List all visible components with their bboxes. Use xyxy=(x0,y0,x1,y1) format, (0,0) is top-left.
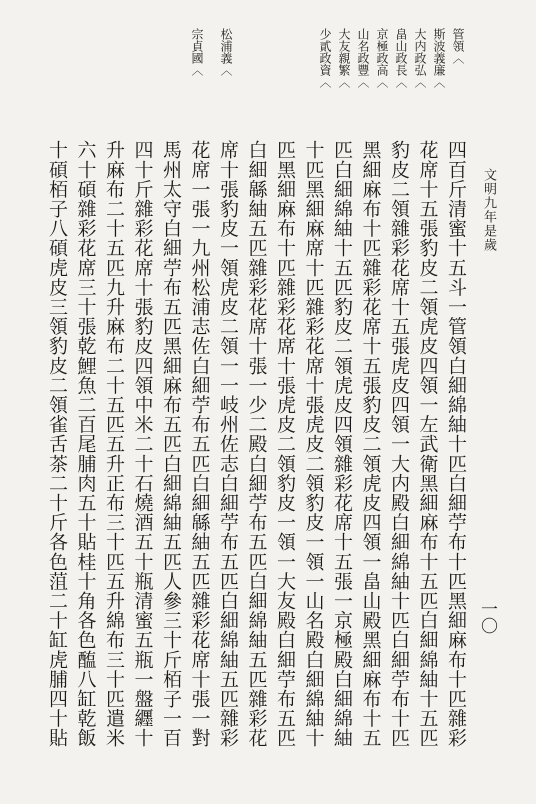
text-column: 白細緜紬五匹雜彩花席十張一少二殿白細苧布五匹白細綿紬五匹雜彩花 xyxy=(245,140,268,748)
marginal-note: 松浦義〈 xyxy=(219,28,233,76)
marginal-note: 大友親繁〈 xyxy=(337,28,351,88)
text-column: 十碩栢子八碩虎皮三領豹皮二領雀舌茶二十斤各色菹二十缸虎脯四十貼 xyxy=(46,140,68,748)
text-column: 匹白細綿紬十五匹豹皮二領虎皮四領雜彩花席十五張一京極殿白細綿紬 xyxy=(331,140,353,748)
text-column: 六十碩雜彩花席三十張乾鯉魚二百尾脯肉五十貼桂十角各色醢八缸乾飯 xyxy=(74,140,97,748)
marginal-notes xyxy=(140,28,470,128)
marginal-note: 大内政弘〈 xyxy=(413,28,427,88)
text-column: 馬州太守白細苧布五匹黑細麻布五匹白細綿紬五匹人參三十斤栢子一百 xyxy=(160,140,182,748)
text-column: 黑細麻布十匹雜彩花席十五張豹皮二領虎皮四領一畠山殿黑細麻布十五 xyxy=(359,140,382,748)
marginal-note: 山名政豐〈 xyxy=(356,28,370,88)
marginal-note: 少貳政資〈 xyxy=(318,28,332,88)
text-column: 花席一張一九州松浦志佐白細苧布五匹白細緜紬五匹雜彩花席十張一對 xyxy=(188,140,211,748)
marginal-note: 斯波義廉〈 xyxy=(432,28,446,88)
marginal-note: 宗貞國〈 xyxy=(190,28,204,76)
text-column: 豹皮二領雜彩花席十五張虎皮四領一大内殿白細綿紬十匹白細苧布十匹 xyxy=(388,140,410,748)
text-column: 四十斤雜彩花席十張豹皮四領中米二十石燒酒五十瓶清蜜五瓶一盤纒十 xyxy=(131,140,154,748)
running-header: 文明九年是歲 xyxy=(481,168,496,252)
text-column: 四百斤清蜜十五斗一管領白細綿紬十匹白細苧布十匹黑細麻布十匹雜彩 xyxy=(445,140,467,748)
text-column: 升麻布二十五匹九升麻布二十五匹五升正布三十匹五升綿布三十匹遣米 xyxy=(103,140,125,748)
page-number: 一〇 xyxy=(477,600,497,634)
text-column: 十匹黑細麻席十匹雜彩花席十張虎皮二領豹皮一領一山名殿白細綿紬十 xyxy=(302,140,325,748)
text-column: 席十張豹皮一領虎皮二領一一岐州佐志白細苧布五匹白細綿紬五匹雜彩 xyxy=(217,140,239,748)
marginal-note: 畠山政長〈 xyxy=(394,28,408,88)
marginal-note: 京極政高〈 xyxy=(375,28,389,88)
text-column: 匹黑細麻布十匹雜彩花席十張虎皮二領豹皮一領一大友殿白細苧布五匹 xyxy=(274,140,296,748)
marginal-note: 管領〈 xyxy=(451,28,465,64)
text-column: 花席十五張豹皮二領虎皮四領一左武衛黑細麻布十五匹白細綿紬十五匹 xyxy=(416,140,439,748)
